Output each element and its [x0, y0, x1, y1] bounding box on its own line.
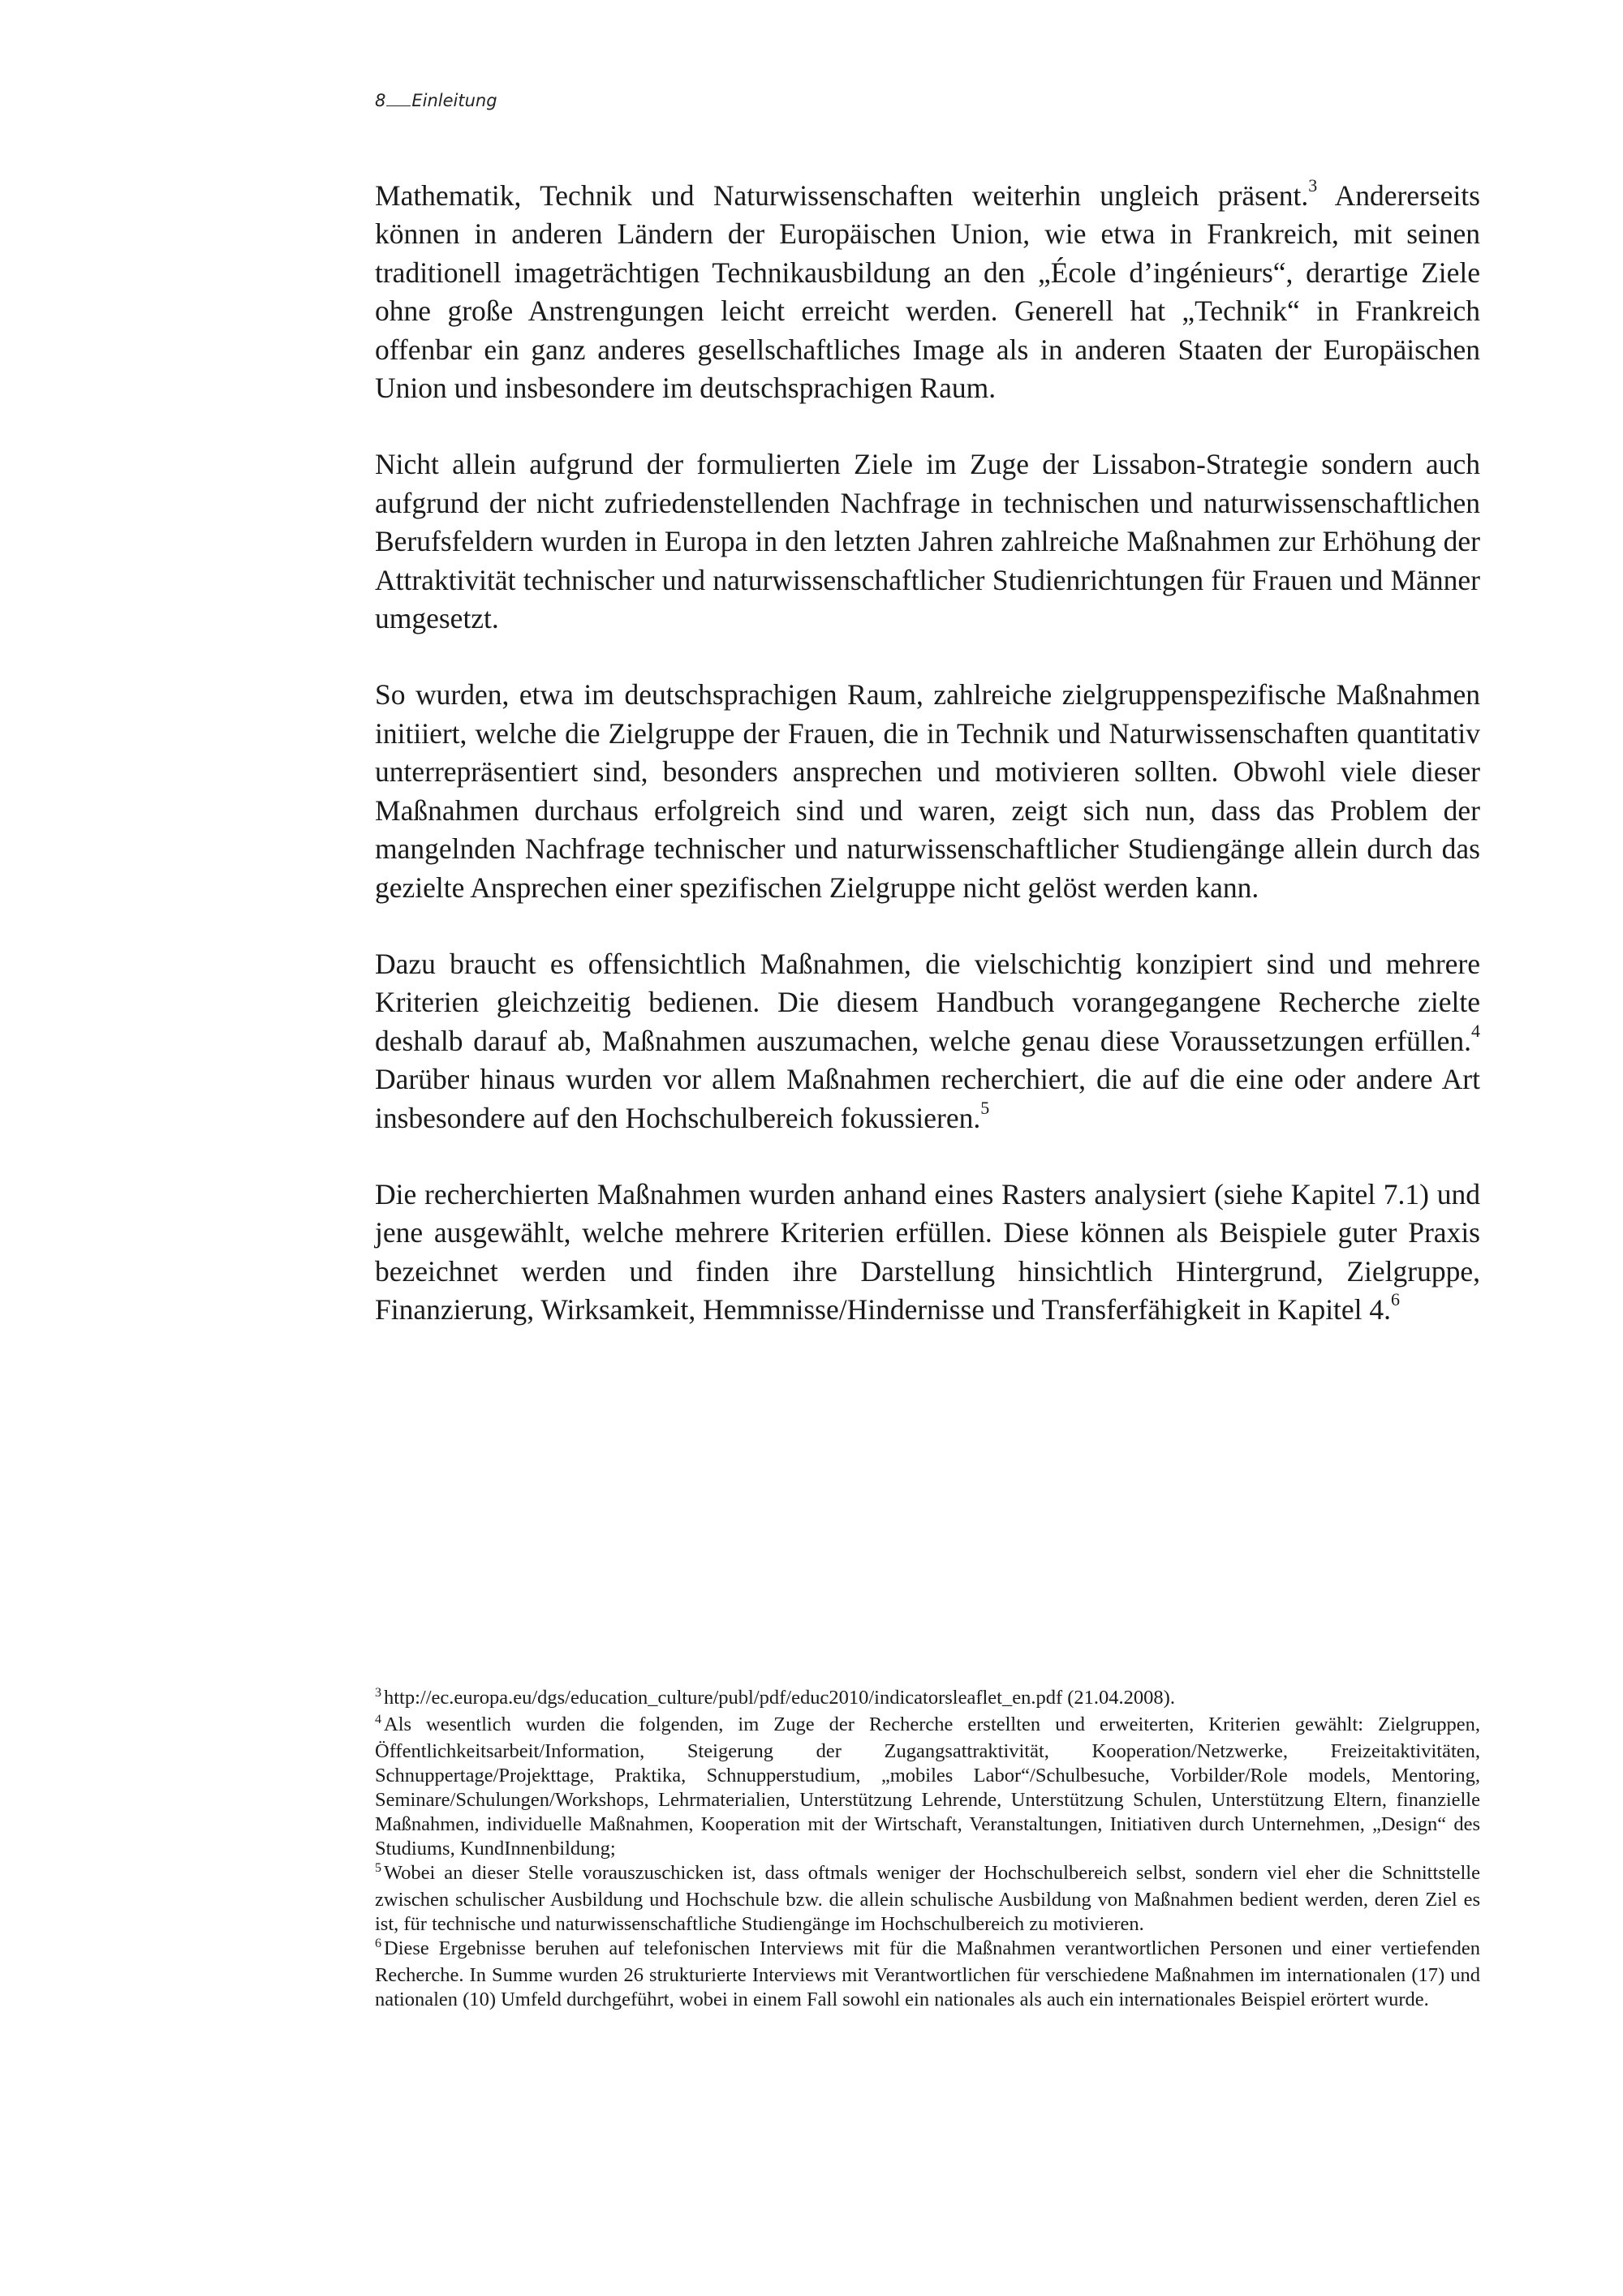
footnote-ref-6: 6: [1391, 1289, 1401, 1310]
footnote-mark: 3: [375, 1686, 381, 1700]
paragraph-1: [375, 177, 1480, 407]
footnote-text: Wobei an dieser Stelle vorauszuschicken ist, dass oftmals weniger der Hochschulbereich selbst, sondern viel eher die Schnittstelle zwischen schulischer Ausbildung und Hochschule bzw. die allein schulische Ausbildung von Maßnahmen bedient werden, deren Ziel es ist, für technische und naturwissenschaftliche Studiengänge im Hochschulbereich zu motivieren.: [375, 1862, 1480, 1935]
footnote-6: [375, 1937, 1480, 2012]
footnote-3: [375, 1686, 1480, 1713]
footnotes: [375, 1686, 1480, 2012]
footnote-4: [375, 1713, 1480, 1861]
paragraph-text: Andererseits können in anderen Ländern der Europäischen Union, wie etwa in Frankreich, mit seinen traditionell imageträchtigen Technikausbildung an den „École d’ingénieurs“, derartige Ziele ohne große Anstrengungen leicht erreicht werden. Generell hat „Technik“ in Frankreich offenbar ein ganz anderes gesellschaftliches Image als in anderen Staaten der Europäischen Union und insbesondere im deutschsprachigen Raum.: [375, 179, 1480, 405]
footnote-text: Diese Ergebnisse beruhen auf telefonischen Interviews mit für die Maßnahmen verantwortlichen Personen und einer vertiefenden Recherche. In Summe wurden 26 strukturierte Interviews mit Verantwortlichen für verschiedene Maßnahmen im internationalen (17) und nationalen (10) Umfeld durchgeführt, wobei in einem Fall sowohl ein nationales als auch ein internationales Beispiel erörtert wurde.: [375, 1937, 1480, 2010]
paragraph-text: Darüber hinaus wurden vor allem Maßnahmen recherchiert, die auf die eine oder andere Art insbesondere auf den Hochschulbereich fokussieren.: [375, 1063, 1480, 1134]
paragraph-text: Dazu braucht es offensichtlich Maßnahmen, die vielschichtig konzipiert sind und mehrere Kriterien gleichzeitig bedienen. Die diesem Handbuch vorangegangene Recherche zielte deshalb darauf ab, Maßnahmen auszumachen, welche genau diese Voraussetzungen erfüllen.: [375, 947, 1480, 1057]
paragraph-3: So wurden, etwa im deutschsprachigen Raum, zahlreiche zielgruppenspezifische Maßnahmen initiiert, welche die Zielgruppe der Frauen, die in Technik und Naturwissenschaften quantitativ unterrepräsentiert sind, besonders ansprechen und motivieren sollten. Obwohl viele dieser Maßnahmen durchaus erfolgreich sind und waren, zeigt sich nun, dass das Problem der mangelnden Nachfrage technischer und naturwissenschaftlicher Studiengänge allein durch das gezielte Ansprechen einer spezifischen Zielgruppe nicht gelöst werden kann.: [375, 678, 1480, 904]
paragraph-text: Mathematik, Technik und Naturwissenschaften weiterhin ungleich präsent.: [375, 179, 1309, 212]
footnote-mark: 5: [375, 1861, 381, 1875]
section-title: Einleitung: [411, 91, 497, 110]
footnote-link-text[interactable]: http://ec.europa.eu/dgs/education_culture/publ/pdf/educ2010/indicatorsleaflet_en.pdf (21.04.2008).: [384, 1687, 1175, 1709]
footnote-ref-4: 4: [1471, 1020, 1480, 1041]
footnote-ref-5: 5: [980, 1097, 990, 1118]
paragraph-text: Die recherchierten Maßnahmen wurden anhand eines Rasters analysiert (siehe Kapitel 7.1) und jene ausgewählt, welche mehrere Kriterien erfüllen. Diese können als Beispiele guter Praxis bezeichnet werden und finden ihre Darstellung hinsichtlich Hintergrund, Zielgruppe, Finanzierung, Wirksamkeit, Hemmnisse/Hindernisse und Transferfähigkeit in Kapitel 4.: [375, 1177, 1480, 1326]
footnote-ref-3: 3: [1308, 175, 1318, 196]
paragraph-2: Nicht allein aufgrund der formulierten Ziele im Zuge der Lissabon-Strategie sondern auch aufgrund der nicht zufriedenstellenden Nachfrage in technischen und naturwissenschaftlichen Berufsfeldern wurden in Europa in den letzten Jahren zahlreiche Maßnahmen zur Erhöhung der Attraktivität technischer und naturwissenschaftlicher Studienrichtungen für Frauen und Männer umgesetzt.: [375, 448, 1480, 635]
footnote-mark: 6: [375, 1937, 381, 1950]
footnote-text: Als wesentlich wurden die folgenden, im Zuge der Recherche erstellten und erweiterten, Kriterien gewählt: Zielgruppen, Öffentlichkeitsarbeit/Information, Steigerung der Zugangsattraktivität, Kooperation/Netzwerke, Freizeitaktivitäten, Schnuppertage/Projekttage, Praktika, Schnupperstudium, „mobiles Labor“/Schulbesuche, Vorbilder/Role models, Mentoring, Seminare/Schulungen/Workshops, Lehrmaterialien, Unterstützung Lehrende, Unterstützung Schulen, Unterstützung Eltern, finanzielle Maßnahmen, individuelle Maßnahmen, Kooperation mit der Wirtschaft, Veranstaltungen, Initiativen durch Unternehmen, „Design“ des Studiums, KundInnenbildung;: [375, 1713, 1480, 1860]
footnote-5: [375, 1861, 1480, 1937]
paragraph-4: [375, 945, 1480, 1137]
footnote-mark: 4: [375, 1713, 381, 1726]
page-number: 8: [375, 91, 386, 110]
paragraph-5: [375, 1176, 1480, 1330]
main-text: [375, 177, 1480, 1368]
running-header: [375, 91, 497, 110]
header-separator: [386, 91, 411, 106]
